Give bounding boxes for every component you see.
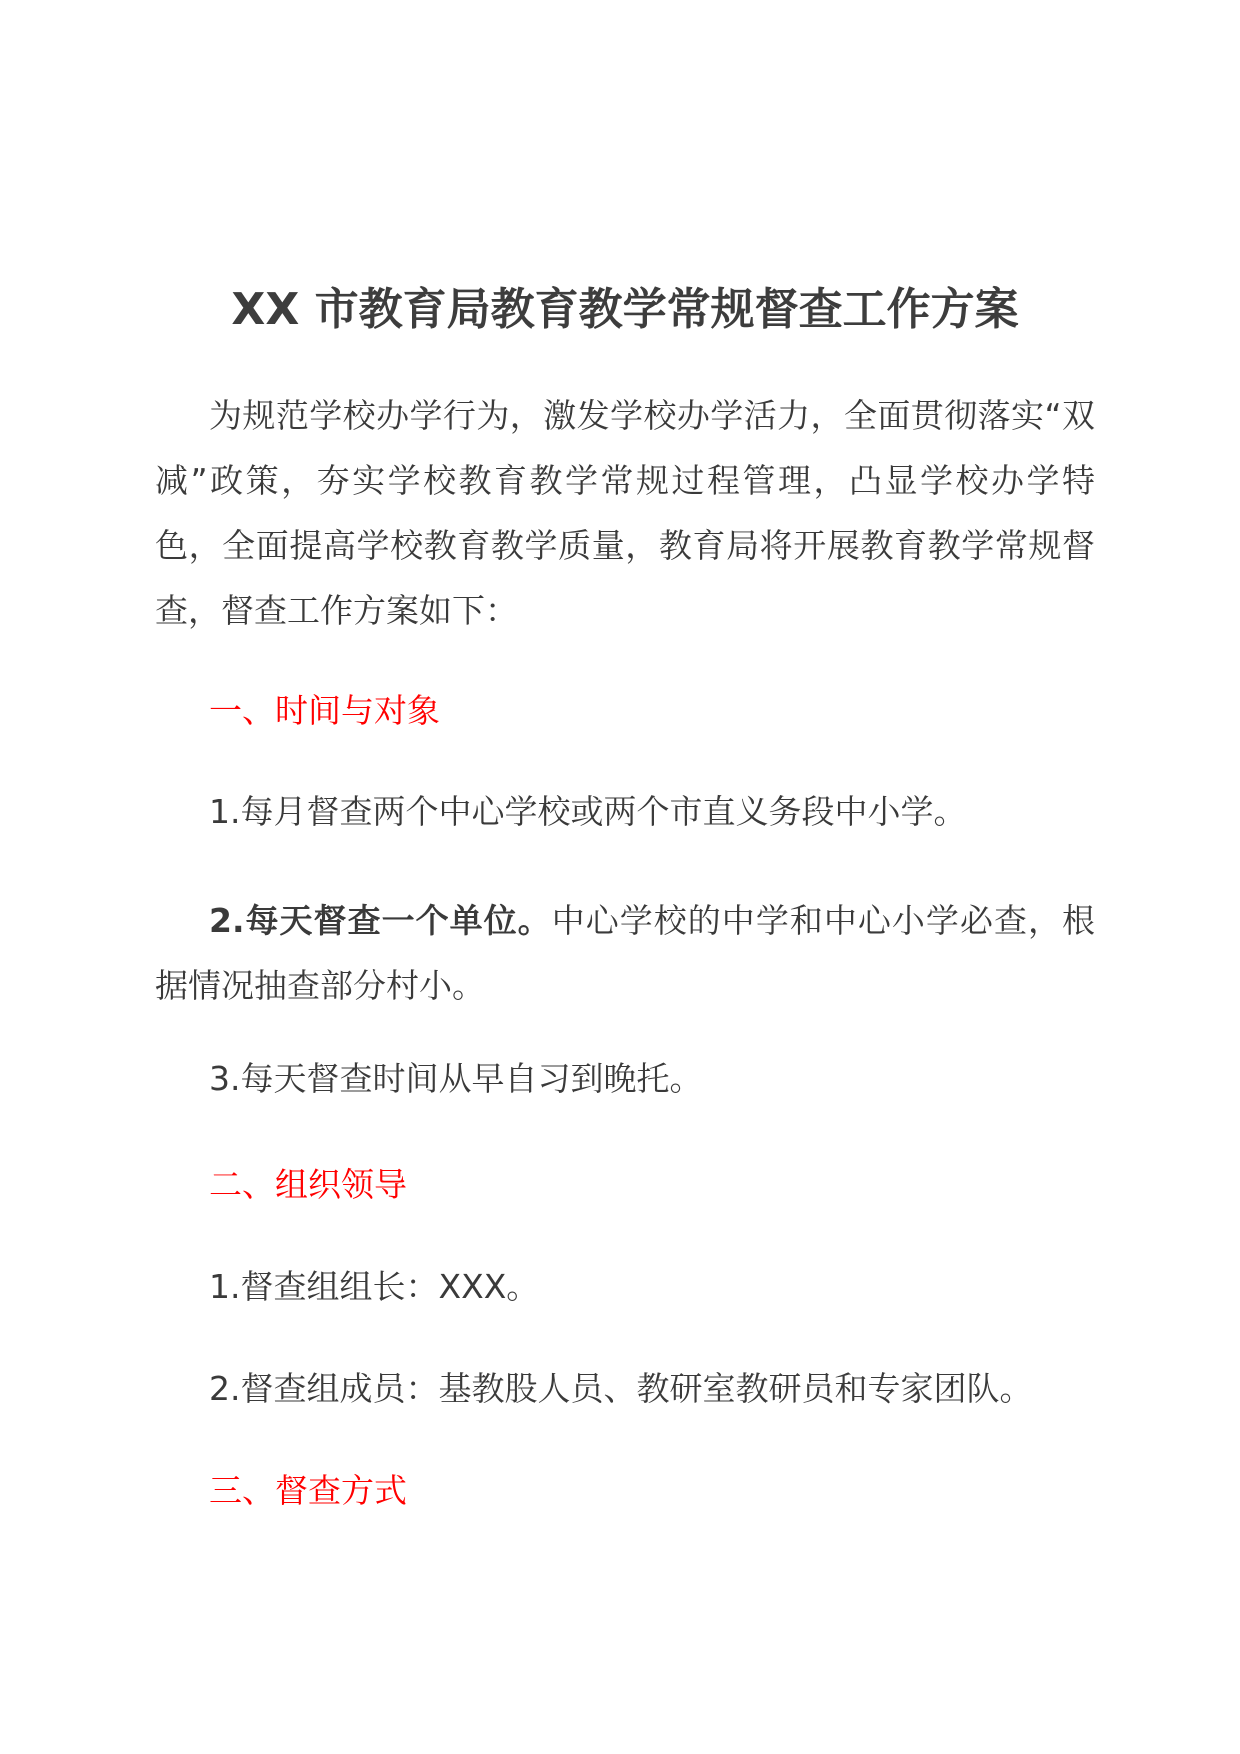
intro-paragraph: 为规范学校办学行为，激发学校办学活力，全面贯彻落实“双减”政策，夯实学校教育教学常规过程管理，凸显学校办学特色，全面提高学校教育教学质量，教育局将开展教育教学常规督查，督查工作方案如下： [155,396,1095,630]
section1-item-2-lead: 2.每天督查一个单位。 [209,901,552,940]
section1-item-2 [155,888,1095,1018]
section1-item-1: 1.每月督查两个中心学校或两个市直义务段中小学。 [209,792,967,831]
section-heading-inspection-method: 三、督查方式 [209,1471,407,1510]
section-heading-organization: 二、组织领导 [209,1165,407,1204]
section1-item-3: 3.每天督查时间从早自习到晚托。 [209,1059,703,1098]
section2-item-1: 1.督查组组长：XXX。 [209,1267,540,1306]
section1-item-2-rest: 中心学校的中学和中心小学必查，根据情况抽查部分村小。 [155,901,1096,1005]
section-heading-time-and-target: 一、时间与对象 [209,691,440,730]
document-title: XX 市教育局教育教学常规督查工作方案 [231,284,1019,335]
section2-item-2: 2.督查组成员：基教股人员、教研室教研员和专家团队。 [209,1369,1033,1408]
